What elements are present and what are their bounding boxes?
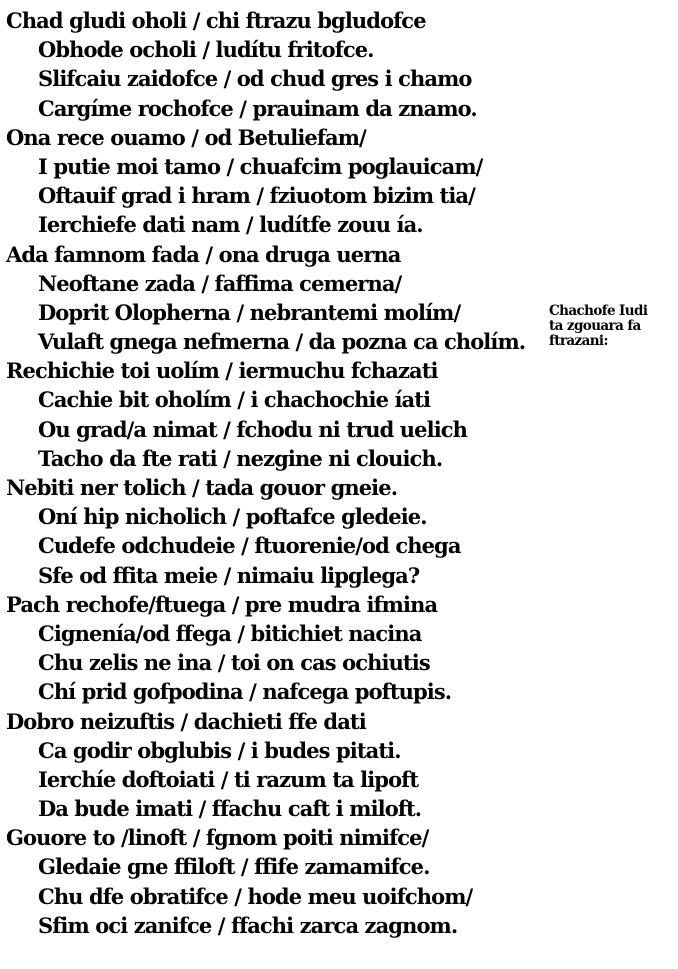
verse-line: Sfim oci zanifce / ffachi zarca zagnom. <box>38 912 458 938</box>
stanza <box>0 240 535 357</box>
verse-line: Rechichie toi uolím / iermuchu fchazati <box>6 358 438 384</box>
verse-line: Ierchiefe dati nam / ludítfe zouu ía. <box>38 212 423 238</box>
verse-line: Neoftane zada / faffima cemerna/ <box>38 270 402 296</box>
verse-line: Chu zelis ne ina / toi on cas ochiutis <box>38 650 430 676</box>
verse-line: Ou grad/a nimat / fchodu ni trud uelich <box>38 416 468 442</box>
verse-line: Tacho da fte rati / nezgine ni clouich. <box>38 445 443 471</box>
verse-line: Gouore to /linoft / fgnom poiti nimifce/ <box>6 825 429 851</box>
stanza <box>0 123 535 240</box>
margin-note <box>549 304 674 349</box>
verse-line: Doprit Olopherna / nebrantemi molím/ <box>38 299 461 325</box>
verse-column <box>0 6 535 940</box>
verse-line: Cudefe odchudeie / ftuorenie/od chega <box>38 533 461 559</box>
margin-note-line: Chachofe Iudi <box>549 303 648 319</box>
margin-note-line: ftrazani: <box>549 333 608 349</box>
verse-line: Ierchíe doftoiati / ti razum ta lipoft <box>38 766 419 792</box>
verse-line: Dobro neizuftis / dachieti ffe dati <box>6 708 366 734</box>
verse-line: Slifcaiu zaidofce / od chud gres i chamo <box>38 66 472 92</box>
stanza <box>0 6 535 123</box>
verse-line: Cargíme rochofce / prauinam da znamo. <box>38 95 477 121</box>
verse-line: Da bude imati / ffachu caft i miloft. <box>38 796 422 822</box>
verse-line: Chad gludi oholi / chi ftrazu bgludofce <box>6 8 426 33</box>
verse-line: Cignenía/od ffega / bitichiet nacina <box>38 620 422 646</box>
verse-line: Gledaie gne ffiloft / ffife zamamifce. <box>38 854 430 880</box>
verse-line: Vulaft gnega nefmerna / da pozna ca cholím. <box>38 329 526 355</box>
margin-note-line: ta zgouara fa <box>549 318 641 334</box>
verse-line: Obhode ocholi / ludítu fritofce. <box>38 37 374 63</box>
verse-line: I putie moi tamo / chuafcim poglauicam/ <box>38 153 483 179</box>
verse-line: Cachie bit oholím / i chachochie íati <box>38 387 431 413</box>
verse-line: Nebiti ner tolich / tada gouor gneie. <box>6 475 398 500</box>
verse-line: Ca godir obglubis / i budes pitati. <box>38 737 401 763</box>
verse-line: Pach rechofe/ftuega / pre mudra ifmina <box>6 591 438 617</box>
stanza <box>0 707 535 824</box>
verse-line: Ona rece ouamo / od Betuliefam/ <box>6 124 366 150</box>
verse-line: Sfe od ffita meie / nimaiu lipglega? <box>38 562 420 588</box>
verse-line: Oftauif grad i hram / fziuotom bizim tia/ <box>38 183 475 209</box>
stanza <box>0 823 535 940</box>
verse-line: Chu dfe obratifce / hode meu uoifchom/ <box>38 883 473 909</box>
stanza <box>0 590 535 707</box>
verse-line: Ada famnom fada / ona druga uerna <box>6 241 401 267</box>
stanza <box>0 356 535 473</box>
verse-line: Oní hip nicholich / poftafce gledeie. <box>38 504 427 530</box>
verse-line: Chí prid gofpodina / nafcega poftupis. <box>38 679 452 705</box>
stanza <box>0 473 535 590</box>
